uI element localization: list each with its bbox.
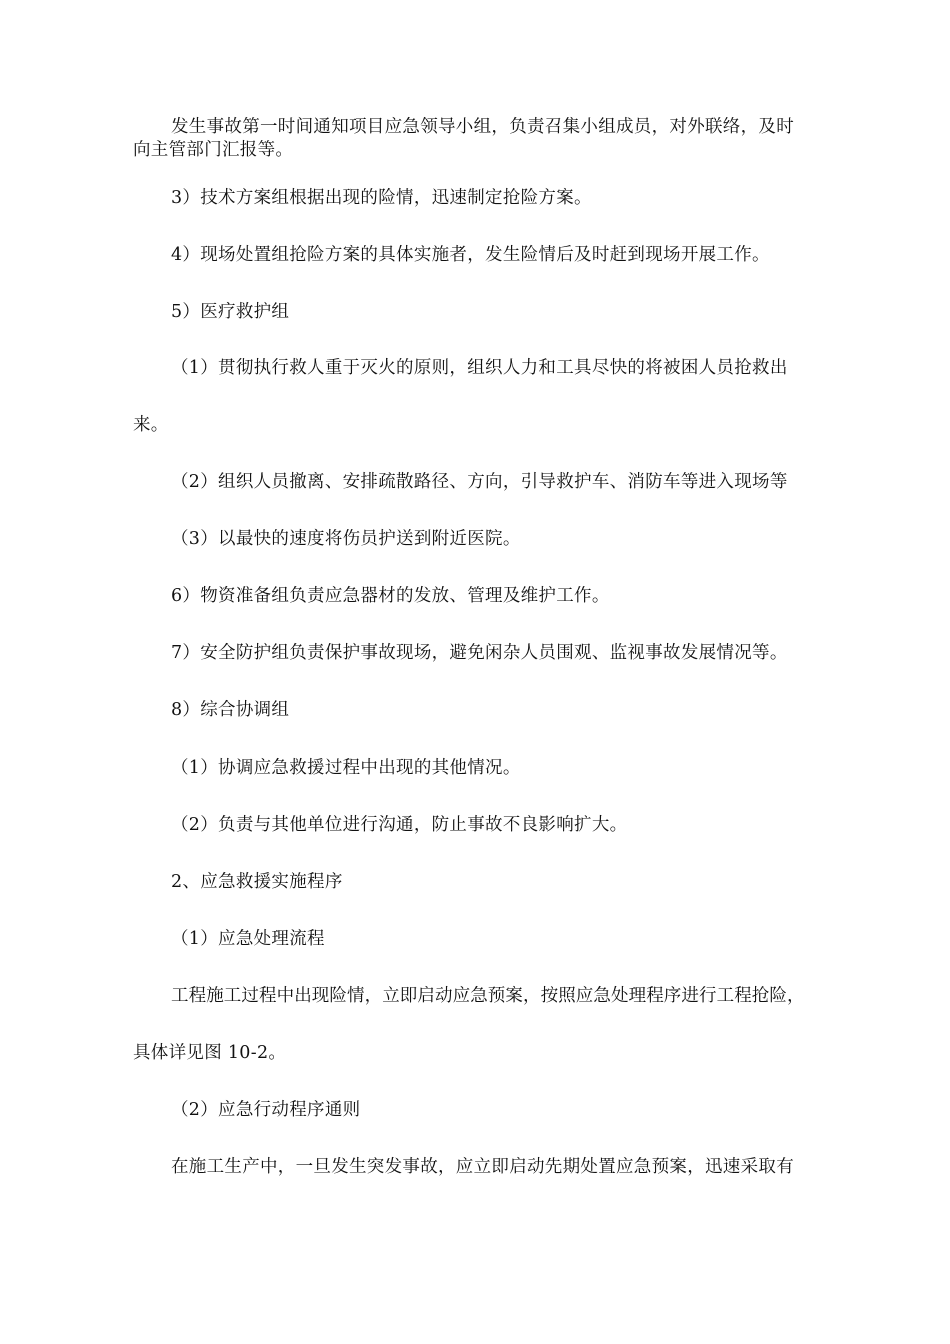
paragraph-line: 来。 <box>133 415 169 435</box>
paragraph-line: 具体详见图 10-2。 <box>133 1043 287 1063</box>
paragraph-line: 8）综合协调组 <box>171 700 290 720</box>
paragraph-line: 4）现场处置组抢险方案的具体实施者，发生险情后及时赶到现场开展工作。 <box>171 245 770 265</box>
paragraph-line: 7）安全防护组负责保护事故现场，避免闲杂人员围观、监视事故发展情况等。 <box>171 643 788 663</box>
paragraph-line: （2）负责与其他单位进行沟通，防止事故不良影响扩大。 <box>171 815 628 835</box>
paragraph-line: 5）医疗救护组 <box>171 302 290 322</box>
paragraph-line: （3）以最快的速度将伤员护送到附近医院。 <box>171 529 521 549</box>
paragraph-line: 向主管部门汇报等。 <box>133 140 294 160</box>
paragraph-line: 工程施工过程中出现险情，立即启动应急预案，按照应急处理程序进行工程抢险， <box>171 986 805 1006</box>
paragraph-line: 3）技术方案组根据出现的险情，迅速制定抢险方案。 <box>171 188 592 208</box>
paragraph-line: 在施工生产中，一旦发生突发事故，应立即启动先期处置应急预案，迅速采取有 <box>171 1157 794 1177</box>
paragraph-line: （2）组织人员撤离、安排疏散路径、方向，引导救护车、消防车等进入现场等 <box>171 472 788 492</box>
paragraph-line: 6）物资准备组负责应急器材的发放、管理及维护工作。 <box>171 586 610 606</box>
subsection-heading: （1）应急处理流程 <box>171 929 325 949</box>
paragraph-line: （1）贯彻执行救人重于灭火的原则，组织人力和工具尽快的将被困人员抢救出 <box>171 358 788 378</box>
paragraph-line: 发生事故第一时间通知项目应急领导小组，负责召集小组成员，对外联络，及时 <box>171 117 794 137</box>
subsection-heading: （2）应急行动程序通则 <box>171 1100 361 1120</box>
paragraph-line: （1）协调应急救援过程中出现的其他情况。 <box>171 758 521 778</box>
section-heading: 2、应急救援实施程序 <box>171 872 343 892</box>
